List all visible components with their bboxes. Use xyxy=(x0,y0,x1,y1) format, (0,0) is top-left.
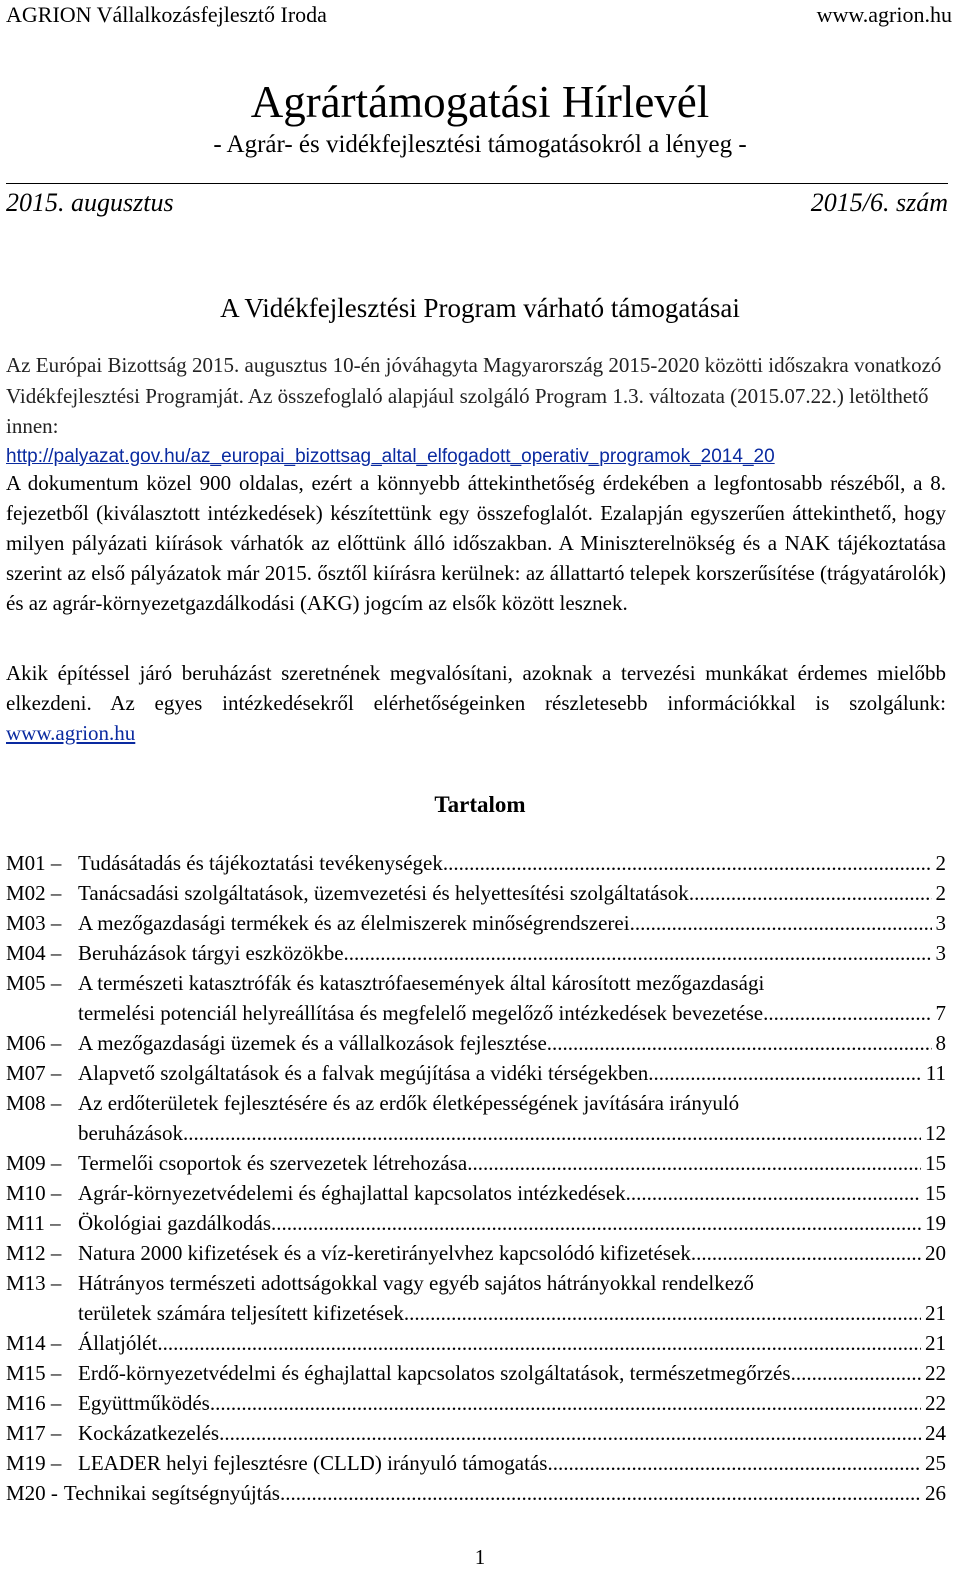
toc-page-number: 20 xyxy=(925,1241,946,1265)
toc-leader-dots xyxy=(404,1298,921,1328)
toc-entry[interactable] xyxy=(6,1358,946,1388)
toc-title-text: Technikai segítségnyújtás xyxy=(63,1481,280,1505)
toc-title-text: Az erdőterületek fejlesztésére és az erdők életképességének javítására irányuló xyxy=(78,1091,740,1115)
toc-page-number: 21 xyxy=(925,1301,946,1325)
toc-entry[interactable] xyxy=(6,1418,946,1448)
dateline xyxy=(6,188,948,218)
toc-code: M10 – xyxy=(6,1181,62,1205)
toc-entry[interactable] xyxy=(6,1448,946,1478)
toc-entry-continuation[interactable] xyxy=(6,998,946,1028)
summary-paragraph: A dokumentum közel 900 oldalas, ezért a könnyebb áttekinthetőség érdekében a legfontosabb részéből, a 8. fejezetből (kiválasztott intézkedések) készítettünk egy összefoglalót. Ezalapján egyszerűen áttekinthető, hogy milyen pályázati kiírások várhatók az előttünk álló időszakban. A Miniszterelnökség és a NAK tájékoztatása szerint az első pályázatok már 2015. ősztől kiírásra kerülnek: az állattartó telepek korszerűsítése (trágyatárolók) és az agrár-környezetgazdálkodási (AKG) jogcím az elsők között lesznek. xyxy=(6,471,946,615)
toc-entry[interactable] xyxy=(6,1058,946,1088)
toc-title-text: Termelői csoportok és szervezetek létrehozása xyxy=(78,1151,468,1175)
toc-code: M17 – xyxy=(6,1421,62,1445)
toc-code: M16 – xyxy=(6,1391,62,1415)
toc-page-number: 3 xyxy=(935,911,946,935)
toc-leader-dots xyxy=(157,1328,921,1358)
toc-title-text: Tanácsadási szolgáltatások, üzemvezetési és helyettesítési szolgáltatások xyxy=(78,881,689,905)
toc-entry[interactable] xyxy=(6,878,946,908)
newsletter-title: Agrártámogatási Hírlevél xyxy=(250,77,710,127)
toc-entry[interactable] xyxy=(6,1478,946,1508)
toc-leader-dots xyxy=(763,998,931,1028)
toc-page-number: 3 xyxy=(935,941,946,965)
toc-title-continuation: beruházások xyxy=(78,1121,183,1145)
toc-page-number: 19 xyxy=(925,1211,946,1235)
toc-leader-dots xyxy=(626,1178,921,1208)
toc-page-number: 8 xyxy=(935,1031,946,1055)
toc-leader-dots xyxy=(689,878,932,908)
toc-leader-dots xyxy=(648,1058,921,1088)
toc-page-number: 2 xyxy=(935,881,946,905)
toc-page-number: 26 xyxy=(925,1481,946,1505)
toc-entry-continuation[interactable] xyxy=(6,1298,946,1328)
toc-leader-dots xyxy=(547,1448,921,1478)
toc-leader-dots xyxy=(630,908,932,938)
toc-code: M15 – xyxy=(6,1361,62,1385)
toc-code: M02 – xyxy=(6,881,62,905)
toc-entry[interactable] xyxy=(6,1328,946,1358)
contact-text: Akik építéssel járó beruházást szeretnének megvalósítani, azoknak a tervezési munkákat érdemes mielőbb elkezdeni. Az egyes intézkedésekről elérhetőségeinken részletesebb információkkal is szolgálunk: xyxy=(6,661,946,715)
toc-leader-dots xyxy=(344,938,932,968)
header-website[interactable]: www.agrion.hu xyxy=(816,2,952,27)
toc-title-continuation: termelési potenciál helyreállítása és megfelelő megelőző intézkedések bevezetése xyxy=(78,1001,764,1025)
toc-code: M01 – xyxy=(6,851,62,875)
intro-paragraph xyxy=(6,351,946,471)
toc-title-text: LEADER helyi fejlesztésre (CLLD) irányuló támogatás xyxy=(78,1451,548,1475)
toc-code: M09 – xyxy=(6,1151,62,1175)
toc-title-text: Hátrányos természeti adottságokkal vagy egyéb sajátos hátrányokkal rendelkező xyxy=(78,1271,754,1295)
toc-leader-dots xyxy=(467,1148,921,1178)
table-of-contents xyxy=(6,848,946,1508)
toc-leader-dots xyxy=(280,1478,921,1508)
toc-page-number: 2 xyxy=(935,851,946,875)
toc-entry[interactable] xyxy=(6,1028,946,1058)
toc-title-text: Natura 2000 kifizetések és a víz-keretirányelvhez kapcsolódó kifizetések xyxy=(78,1241,691,1265)
toc-entry[interactable] xyxy=(6,1388,946,1418)
toc-entry[interactable] xyxy=(6,1208,946,1238)
toc-entry[interactable] xyxy=(6,1238,946,1268)
toc-page-number: 22 xyxy=(925,1391,946,1415)
page-number: 1 xyxy=(474,1545,486,1569)
toc-title-continuation: területek számára teljesített kifizetések xyxy=(78,1301,404,1325)
page-header xyxy=(6,2,952,32)
issue-number: 2015/6. szám xyxy=(810,188,948,217)
toc-page-number: 21 xyxy=(925,1331,946,1355)
toc-code: M05 – xyxy=(6,971,62,995)
toc-leader-dots xyxy=(791,1358,921,1388)
toc-page-number: 12 xyxy=(925,1121,946,1145)
toc-code: M20 - xyxy=(6,1481,58,1505)
toc-leader-dots xyxy=(183,1118,921,1148)
toc-entry[interactable] xyxy=(6,1148,946,1178)
toc-entry[interactable] xyxy=(6,908,946,938)
toc-code: M06 – xyxy=(6,1031,62,1055)
toc-leader-dots xyxy=(547,1028,932,1058)
toc-code: M13 – xyxy=(6,1271,62,1295)
toc-page-number: 15 xyxy=(925,1181,946,1205)
toc-title-text: Együttműködés xyxy=(78,1391,210,1415)
toc-leader-dots xyxy=(443,848,932,878)
toc-page-number: 22 xyxy=(925,1361,946,1385)
toc-title-text: Állatjólét xyxy=(78,1331,158,1355)
program-download-link[interactable]: http://palyazat.gov.hu/az_europai_bizottsag_altal_elfogadott_operativ_programok_2014_20 xyxy=(6,445,775,467)
toc-page-number: 7 xyxy=(935,1001,946,1025)
toc-title-text: Kockázatkezelés xyxy=(78,1421,220,1445)
toc-entry[interactable] xyxy=(6,1088,946,1118)
toc-code: M14 – xyxy=(6,1331,62,1355)
toc-title-text: A természeti katasztrófák és katasztrófaesemények által károsított mezőgazdasági xyxy=(78,971,765,995)
toc-entry[interactable] xyxy=(6,968,946,998)
toc-leader-dots xyxy=(691,1238,921,1268)
toc-code: M07 – xyxy=(6,1061,62,1085)
toc-code: M12 – xyxy=(6,1241,62,1265)
toc-title-text: Beruházások tárgyi eszközökbe xyxy=(78,941,344,965)
toc-leader-dots xyxy=(271,1208,921,1238)
toc-entry[interactable] xyxy=(6,938,946,968)
toc-code: M19 – xyxy=(6,1451,62,1475)
title-divider xyxy=(6,183,948,184)
toc-title-text: A mezőgazdasági termékek és az élelmiszerek minőségrendszerei xyxy=(78,911,630,935)
toc-code: M04 – xyxy=(6,941,62,965)
toc-page-number: 15 xyxy=(925,1151,946,1175)
toc-title-text: Erdő-környezetvédelmi és éghajlattal kapcsolatos szolgáltatások, természetmegőrzés xyxy=(78,1361,791,1385)
article-heading: A Vidékfejlesztési Program várható támogatásai xyxy=(220,293,740,323)
toc-code: M08 – xyxy=(6,1091,62,1115)
toc-title-text: Ökológiai gazdálkodás xyxy=(78,1211,272,1235)
toc-page-number: 11 xyxy=(925,1061,946,1085)
toc-title: Tartalom xyxy=(434,792,526,817)
toc-code: M03 – xyxy=(6,911,62,935)
toc-entry[interactable] xyxy=(6,848,946,878)
toc-entry-continuation[interactable] xyxy=(6,1118,946,1148)
contact-paragraph xyxy=(6,658,946,748)
toc-page-number: 24 xyxy=(925,1421,946,1445)
newsletter-subtitle: - Agrár- és vidékfejlesztési támogatásokról a lényeg - xyxy=(213,131,747,158)
toc-leader-dots xyxy=(210,1388,921,1418)
intro-text: Az Európai Bizottság 2015. augusztus 10-én jóváhagyta Magyarország 2015-2020 közötti időszakra vonatkozó Vidékfejlesztési Programját. Az összefoglaló alapjául szolgáló Program 1.3. változata (2015.07.22.) letölthető innen: xyxy=(6,353,942,438)
toc-title-text: Tudásátadás és tájékoztatási tevékenységek xyxy=(78,851,443,875)
issue-date: 2015. augusztus xyxy=(6,188,174,217)
toc-page-number: 25 xyxy=(925,1451,946,1475)
header-organization: AGRION Vállalkozásfejlesztő Iroda xyxy=(6,2,327,27)
toc-leader-dots xyxy=(219,1418,921,1448)
toc-title-text: Agrár-környezetvédelemi és éghajlattal kapcsolatos intézkedések xyxy=(78,1181,626,1205)
toc-title-text: A mezőgazdasági üzemek és a vállalkozások fejlesztése xyxy=(78,1031,547,1055)
toc-code: M11 – xyxy=(6,1211,61,1235)
agrion-website-link[interactable]: www.agrion.hu xyxy=(6,721,136,745)
toc-entry[interactable] xyxy=(6,1268,946,1298)
toc-entry[interactable] xyxy=(6,1178,946,1208)
toc-title-text: Alapvető szolgáltatások és a falvak megújítása a vidéki térségekben xyxy=(78,1061,649,1085)
